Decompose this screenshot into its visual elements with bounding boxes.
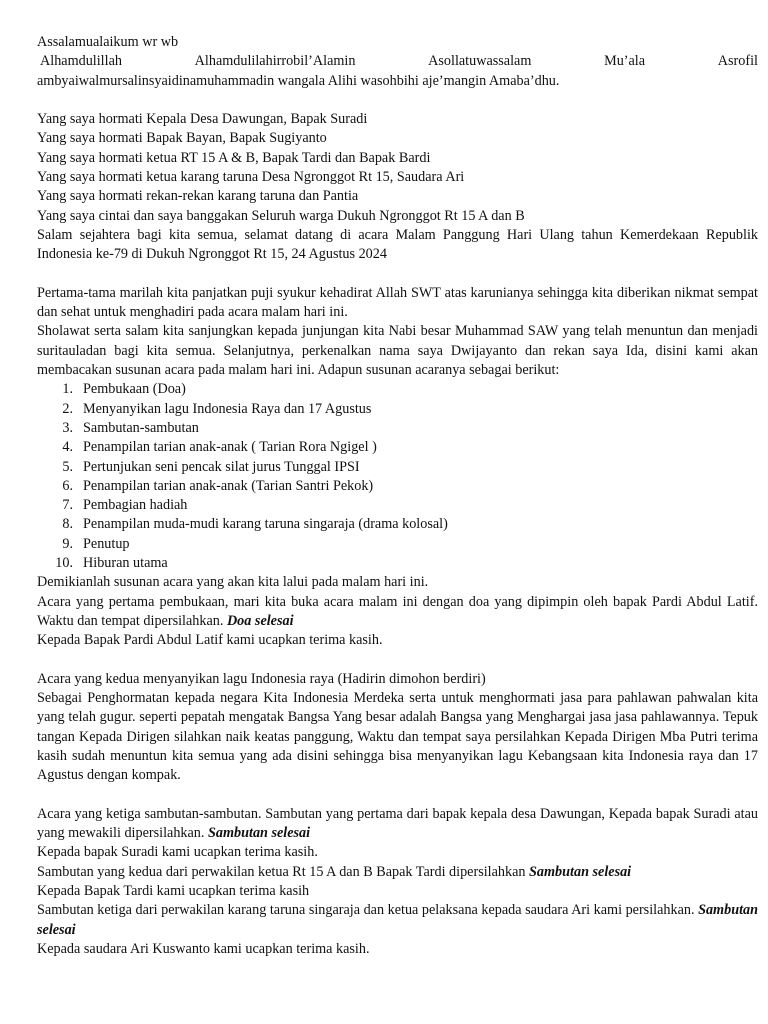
acara3-text: Acara yang ketiga sambutan-sambutan. Sambutan yang pertama dari bapak kepala desa Dawungan, Kepada bapak Suradi atau yang mewakili dipersilahkan. (37, 805, 758, 842)
honor-line: Yang saya hormati ketua RT 15 A & B, Bapak Tardi dan Bapak Bardi (37, 149, 431, 166)
acara2-paragraph: Sebagai Penghormatan kepada negara Kita Indonesia Merdeka serta untuk menghormati jasa para pahlawan pahwalan kita yang telah gugur. seperti pepatah mengatak Bangsa Yang besar adalah Bangsa yang Menghargai jasa jasa pahlawannya. Tepuk tangan Kepada Dirigen silahkan naik keatas panggung, Waktu dan tempat saya persilahkan Kepada Dirigen Mba Putri terima kasih sudah menuntun kita semua yang ada disini sehingga bisa menyanyikan lagu Kebangsaan kita Indonesia raya dan 17 Agustus dengan kompak. (37, 690, 758, 784)
acara3-third-thanks: Kepada saudara Ari Kuswanto kami ucapkan terima kasih. (37, 940, 370, 957)
acara3-paragraph (37, 805, 758, 844)
honor-line: Yang saya cintai dan saya banggakan Seluruh warga Dukuh Ngronggot Rt 15 A dan B (37, 207, 525, 224)
list-number: 9. (62, 535, 73, 552)
list-number: 10. (55, 555, 73, 572)
opening-word: Alhamdulillah (40, 53, 122, 70)
list-text: Hiburan utama (83, 555, 168, 572)
acara1-text: Acara yang pertama pembukaan, mari kita buka acara malam ini dengan doa yang dipimpin oleh bapak Pardi Abdul Latif. Waktu dan tempat dipersilahkan. (37, 593, 758, 629)
list-text: Penutup (83, 535, 130, 552)
list-item (37, 535, 758, 554)
honor-line: Yang saya hormati rekan-rekan karang taruna dan Pantia (37, 188, 359, 205)
list-text: Pembagian hadiah (83, 497, 188, 514)
list-item (37, 515, 758, 534)
list-text: Pembukaan (Doa) (83, 381, 186, 398)
acara1-note: Doa selesai (226, 612, 294, 629)
list-item (37, 419, 758, 438)
sholawat-paragraph: Sholawat serta salam kita sanjungkan kepada junjungan kita Nabi besar Muhammad SAW yang telah menuntun dan menjadi suritauladan bagi kita semua. Selanjutnya, perkenalkan nama saya Dwijayanto dan rekan saya Ida, disini kami akan membacakan susunan acara pada malam hari ini. Adapun susunan acaranya sebagai berikut: (37, 323, 758, 379)
list-text: Penampilan tarian anak-anak ( Tarian Rora Ngigel ) (83, 439, 377, 456)
acara3-note: Sambutan selesai (208, 825, 311, 842)
list-number: 2. (62, 400, 73, 417)
list-number: 7. (62, 497, 73, 514)
opening-rest: ambyaiwalmursalinsyaidinamuhammadin wangala Alihi wasohbihi aje’mangin Amaba’dhu. (37, 72, 560, 89)
list-item (37, 380, 758, 399)
agenda-list (37, 380, 758, 573)
honor-line: Yang saya hormati Bapak Bayan, Bapak Sugiyanto (37, 130, 327, 147)
honor-line: Yang saya hormati Kepala Desa Dawungan, Bapak Suradi (37, 111, 368, 128)
acara3-second-thanks: Kepada Bapak Tardi kami ucapkan terima kasih (37, 883, 310, 900)
list-item (37, 496, 758, 515)
list-number: 3. (62, 419, 73, 436)
list-item (37, 400, 758, 419)
list-item (37, 438, 758, 457)
syukur-paragraph: Pertama-tama marilah kita panjatkan puji syukur kehadirat Allah SWT atas karunianya sehingga kita diberikan nikmat sempat dan sehat untuk menghadiri pada acara malam hari ini. (37, 284, 758, 321)
list-item (37, 554, 758, 573)
list-text: Sambutan-sambutan (83, 419, 199, 436)
greeting: Assalamualaikum wr wb (37, 34, 179, 50)
list-number: 1. (62, 381, 73, 398)
list-number: 5. (62, 458, 73, 475)
list-text: Menyanyikan lagu Indonesia Raya dan 17 Agustus (83, 400, 372, 417)
acara2-title: Acara yang kedua menyanyikan lagu Indonesia raya (Hadirin dimohon berdiri) (37, 670, 486, 687)
list-item (37, 458, 758, 477)
honors-list (37, 110, 758, 226)
opening-word: Asollatuwassalam (428, 53, 532, 70)
acara3-third-note: Sambutan selesai (37, 902, 759, 938)
acara1-thanks: Kepada Bapak Pardi Abdul Latif kami ucapkan terima kasih. (37, 632, 383, 649)
acara3-third-text: Sambutan ketiga dari perwakilan karang taruna singaraja dan ketua pelaksana kepada saudara Ari kami persilahkan. (37, 902, 695, 919)
acara3-thanks: Kepada bapak Suradi kami ucapkan terima kasih. (37, 844, 318, 861)
list-number: 6. (62, 477, 73, 494)
opening-word: Alhamdulilahirrobil’Alamin (194, 53, 356, 70)
acara3-second-note: Sambutan selesai (529, 863, 632, 880)
list-item (37, 477, 758, 496)
list-number: 4. (62, 439, 73, 456)
opening-word: Asrofil (717, 53, 758, 70)
agenda-close: Demikianlah susunan acara yang akan kita lalui pada malam hari ini. (37, 574, 429, 591)
acara1-paragraph (37, 593, 758, 632)
list-text: Penampilan muda-mudi karang taruna singaraja (drama kolosal) (83, 516, 448, 533)
list-number: 8. (62, 516, 73, 533)
acara3-second-text: Sambutan yang kedua dari perwakilan ketua Rt 15 A dan B Bapak Tardi dipersilahkan (37, 863, 526, 880)
welcome-paragraph: Salam sejahtera bagi kita semua, selamat datang di acara Malam Panggung Hari Ulang tahun Kemerdekaan Republik Indonesia ke-79 di Dukuh Ngronggot Rt 15, 24 Agustus 2024 (37, 226, 758, 263)
acara3-second (37, 863, 758, 882)
opening-word: Mu’ala (604, 53, 646, 70)
opening-line (37, 52, 758, 71)
list-text: Penampilan tarian anak-anak (Tarian Santri Pekok) (83, 477, 374, 494)
list-text: Pertunjukan seni pencak silat jurus Tunggal IPSI (83, 458, 360, 475)
honor-line: Yang saya hormati ketua karang taruna Desa Ngronggot Rt 15, Saudara Ari (37, 169, 465, 186)
acara3-third (37, 901, 758, 940)
